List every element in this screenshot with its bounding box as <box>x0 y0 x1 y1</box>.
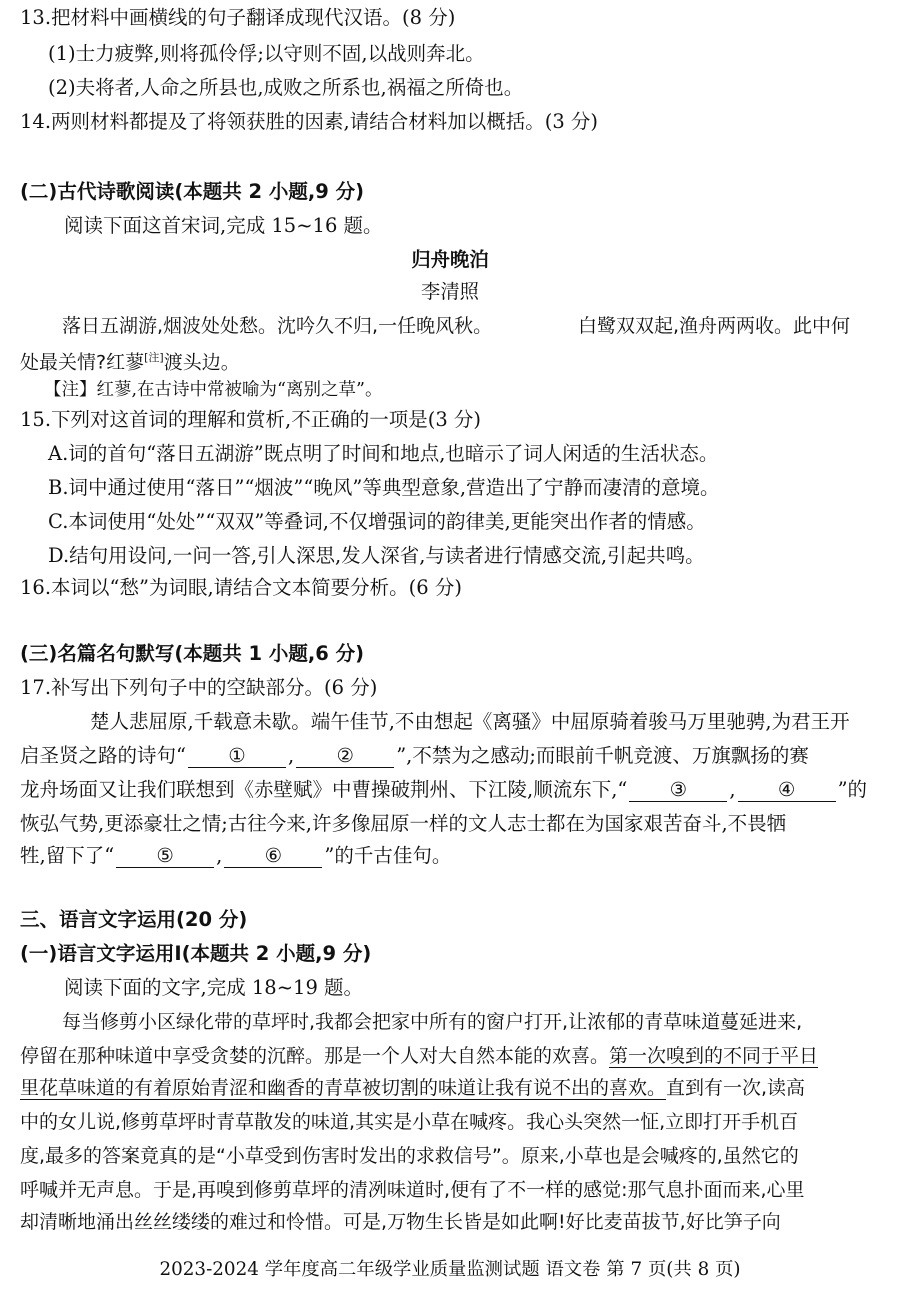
part-3-intro: 阅读下面的文字,完成 18~19 题。 <box>64 976 364 999</box>
blank-4[interactable]: ④ <box>738 779 836 802</box>
blank-6[interactable]: ⑥ <box>224 845 322 868</box>
section-3-heading: (三)名篇名句默写(本题共 1 小题,6 分) <box>20 642 365 665</box>
q17-line-3-end: ”的 <box>837 778 868 801</box>
blank-separator: , <box>729 778 736 801</box>
q15-option-d: D.结句用设问,一问一答,引人深思,发人深省,与读者进行情感交流,引起共鸣。 <box>48 544 705 567</box>
q16-title: 16.本词以“愁”为词眼,请结合文本简要分析。(6 分) <box>20 576 462 599</box>
poem-title: 归舟晚泊 <box>411 248 489 271</box>
passage-line-3 <box>20 1074 805 1102</box>
page-footer: 2023-2024 学年度高二年级学业质量监测试题 语文卷 第 7 页(共 8 页) <box>159 1259 741 1280</box>
section-2-heading: (二)古代诗歌阅读(本题共 2 小题,9 分) <box>20 180 365 203</box>
q15-option-a: A.词的首句“落日五湖游”既点明了时间和地点,也暗示了词人闲适的生活状态。 <box>48 442 719 465</box>
q13-sentence-2: (2)夫将者,人命之所县也,成败之所系也,祸福之所倚也。 <box>48 76 524 99</box>
section-2-intro: 阅读下面这首宋词,完成 15~16 题。 <box>64 214 383 237</box>
q17-line-4: 恢弘气势,更添豪壮之情;古往今来,许多像屈原一样的文人志士都在为国家艰苦奋斗,不畏牺 <box>20 812 787 835</box>
poem-line-1b: 白鹭双双起,渔舟两两收。此中何 <box>578 315 851 337</box>
poem-line-2-end: 渡头边。 <box>163 351 240 374</box>
q17-line-2-start: 启圣贤之路的诗句“ <box>20 744 186 767</box>
underlined-sentence-part-2: 里花草味道的有着原始青涩和幽香的青草被切割的味道让我有说不出的喜欢。 <box>20 1077 667 1099</box>
passage-line-5: 度,最多的答案竟真的是“小草受到伤害时发出的求救信号”。原来,小草也是会喊疼的,虽然它的 <box>20 1145 799 1167</box>
blank-5[interactable]: ⑤ <box>116 845 214 868</box>
q14-title: 14.两则材料都提及了将领获胜的因素,请结合材料加以概括。(3 分) <box>20 110 599 133</box>
q15-title: 15.下列对这首词的理解和赏析,不正确的一项是(3 分) <box>20 408 482 431</box>
blank-2[interactable]: ② <box>296 745 394 768</box>
q17-line-5-start: 牲,留下了“ <box>20 844 115 867</box>
poem-author: 李清照 <box>421 280 479 303</box>
poem-line-2-text: 处最关情?红蓼 <box>20 351 145 374</box>
blank-separator: , <box>216 844 223 867</box>
blank-3[interactable]: ③ <box>629 779 727 802</box>
passage-line-2-text: 停留在那种味道中享受贪婪的沉醉。那是一个人对大自然本能的欢喜。 <box>20 1045 610 1067</box>
q17-line-3-start: 龙舟场面又让我们联想到《赤壁赋》中曹操破荆州、下江陵,顺流东下,“ <box>20 778 628 801</box>
poem-line-2 <box>20 344 240 376</box>
q17-line-5-end: ”的千古佳句。 <box>324 844 452 867</box>
poem-note: 【注】红蓼,在古诗中常被喻为“离别之草”。 <box>44 380 383 400</box>
passage-line-3-text: 直到有一次,读高 <box>666 1077 806 1099</box>
poem-note-mark: [注] <box>144 351 164 364</box>
passage-line-4: 中的女儿说,修剪草坪时青草散发的味道,其实是小草在喊疼。我心头突然一怔,立即打开手机百 <box>20 1111 799 1133</box>
passage-line-7: 却清晰地涌出丝丝缕缕的难过和怜惜。可是,万物生长皆是如此啊!好比麦苗拔节,好比笋子向 <box>20 1211 781 1233</box>
q13-title: 13.把材料中画横线的句子翻译成现代汉语。(8 分) <box>20 6 456 29</box>
q15-option-c: C.本词使用“处处”“双双”等叠词,不仅增强词的韵律美,更能突出作者的情感。 <box>48 510 706 533</box>
part-3-subheading: (一)语言文字运用Ⅰ(本题共 2 小题,9 分) <box>20 942 372 965</box>
q15-option-b: B.词中通过使用“落日”“烟波”“晚风”等典型意象,营造出了宁静而凄清的意境。 <box>48 476 720 499</box>
poem-line-1a: 落日五湖游,烟波处处愁。沈吟久不归,一任晚风秋。 <box>62 315 493 337</box>
part-3-heading: 三、语言文字运用(20 分) <box>20 908 248 931</box>
q17-line-2-end: ”,不禁为之感动;而眼前千帆竞渡、万旗飘扬的赛 <box>396 744 809 767</box>
q17-line-1: 楚人悲屈原,千载意未歇。端午佳节,不由想起《离骚》中屈原骑着骏马万里驰骋,为君王开 <box>90 710 850 733</box>
passage-line-1: 每当修剪小区绿化带的草坪时,我都会把家中所有的窗户打开,让浓郁的青草味道蔓延进来, <box>62 1011 803 1033</box>
q17-title: 17.补写出下列句子中的空缺部分。(6 分) <box>20 676 378 699</box>
blank-1[interactable]: ① <box>188 745 286 768</box>
q17-line-2 <box>20 742 809 770</box>
q17-line-5 <box>20 842 451 870</box>
q17-line-3 <box>20 776 867 804</box>
passage-line-6: 呼喊并无声息。于是,再嗅到修剪草坪的清冽味道时,便有了不一样的感觉:那气息扑面而来,心里 <box>20 1179 805 1201</box>
underlined-sentence-part-1: 第一次嗅到的不同于平日 <box>609 1045 819 1067</box>
passage-line-2 <box>20 1042 818 1070</box>
q13-sentence-1: (1)士力疲弊,则将孤伶俘;以守则不固,以战则奔北。 <box>48 42 485 65</box>
blank-separator: , <box>287 744 295 767</box>
